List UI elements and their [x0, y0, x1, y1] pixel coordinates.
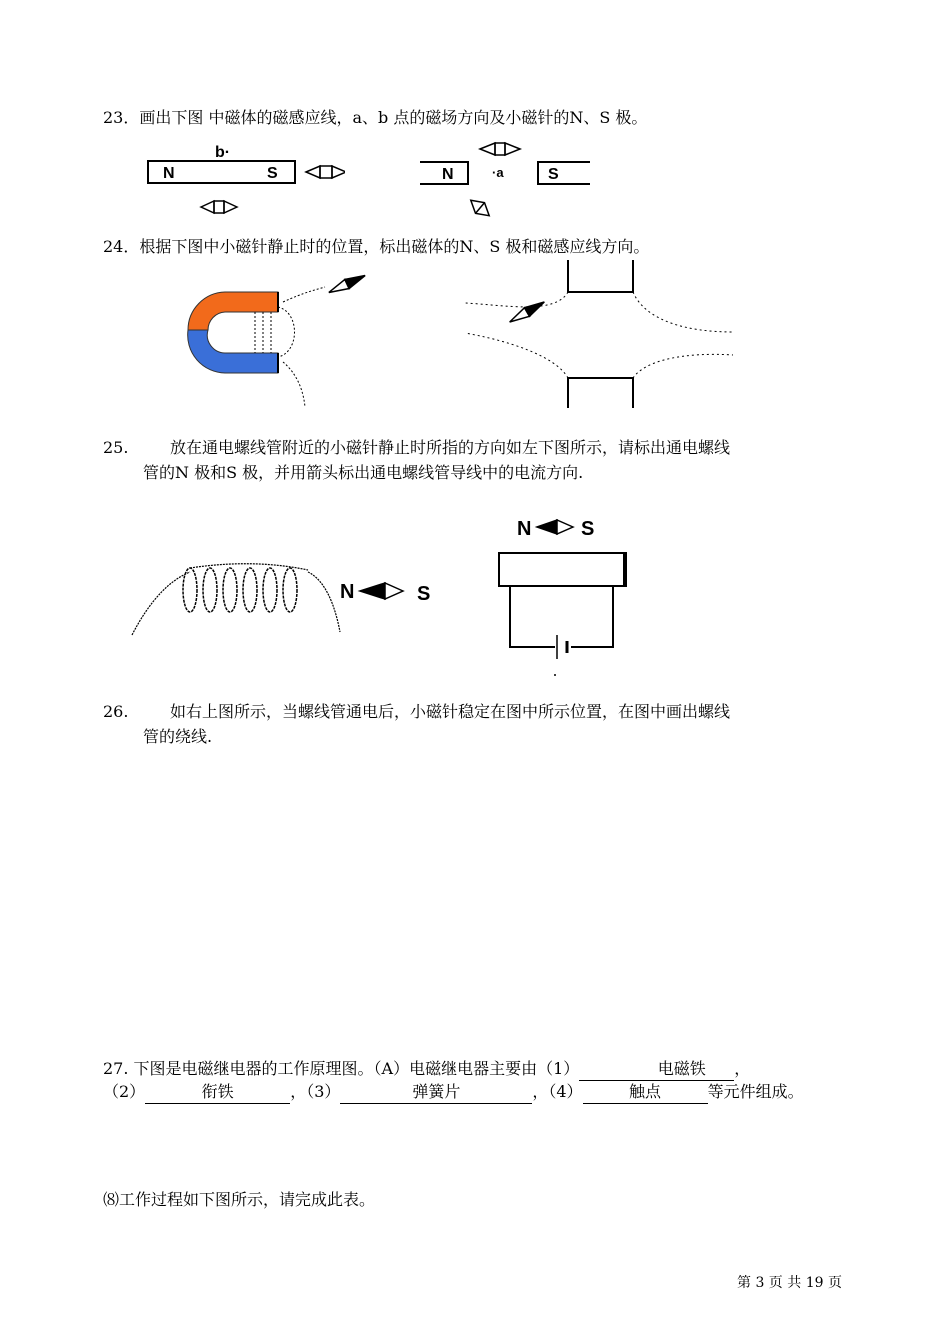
q25-solenoid-diagram: [130, 560, 440, 640]
needle-icon: [466, 195, 493, 221]
q25-figure-left: [130, 560, 440, 640]
q23-bar-magnet-diagram: [145, 140, 345, 220]
q27-answer1-blank[interactable]: [579, 1058, 734, 1081]
q27-answer4: 触点: [629, 1082, 662, 1101]
q26-line2: 管的绕线.: [143, 727, 213, 746]
q25-needle-s: S: [417, 583, 431, 605]
q27-part-b: ⑻工作过程如下图所示，请完成此表。: [103, 1190, 376, 1209]
q25-number: 25.: [103, 438, 129, 457]
q27-line2-suffix: 等元件组成。: [707, 1082, 804, 1101]
q27-answer3-blank[interactable]: [340, 1081, 532, 1104]
q26-line1: 如右上图所示，当螺线管通电后，小磁针稳定在图中所示位置，在图中画出螺线: [170, 702, 731, 721]
q26-number: 26.: [103, 702, 129, 721]
q27-answer4-blank[interactable]: [583, 1081, 708, 1104]
needle-icon: [360, 583, 403, 599]
q27-answer3: 弹簧片: [412, 1082, 461, 1101]
q25-line2: 管的N 极和S 极，并用箭头标出通电螺线管导线中的电流方向.: [143, 463, 584, 482]
q25-figure-right: [495, 505, 635, 685]
q27-line1-suffix: ，: [734, 1059, 751, 1078]
q24-two-magnets-diagram: [465, 260, 735, 410]
q24-figure-2: [465, 260, 735, 410]
q24-figure-1: [185, 272, 375, 412]
q23-label-n: N: [163, 165, 175, 182]
needle-icon: [537, 520, 573, 534]
q23-text: 23．画出下图 中磁体的磁感应线，a、b 点的磁场方向及小磁针的N、S 极。: [103, 108, 648, 127]
q23-fig2-label-s: S: [548, 166, 559, 183]
q25-right-needle-s: S: [581, 518, 595, 540]
q23-figure-2: [420, 138, 595, 223]
needle-icon: [480, 143, 520, 155]
needle-icon: [327, 272, 367, 297]
q27-part4-prefix: ，（4）: [532, 1082, 583, 1101]
q25-line1: 放在通电螺线管附近的小磁针静止时所指的方向如左下图所示，请标出通电螺线: [170, 438, 731, 457]
q23-label-b: b·: [215, 144, 231, 161]
q27-answer2-blank[interactable]: [145, 1081, 290, 1104]
q23-label-s: S: [267, 165, 278, 182]
needle-icon: [201, 201, 237, 213]
q23-fig2-label-n: N: [442, 166, 454, 183]
page-number: 第 3 页 共 19 页: [737, 1275, 842, 1291]
q24-horseshoe-magnet-diagram: [185, 272, 375, 412]
needle-icon: [507, 298, 547, 327]
q27-line1-prefix: 27. 下图是电磁继电器的工作原理图。（A）电磁继电器主要由（1）: [103, 1059, 580, 1078]
q24-text: 24．根据下图中小磁针静止时的位置，标出磁体的N、S 极和磁感应线方向。: [103, 237, 650, 256]
q25-solenoid-circuit-diagram: [495, 505, 635, 685]
q27-answer1: 电磁铁: [657, 1059, 706, 1078]
q27-line1: [103, 1058, 750, 1081]
q23-opposing-magnets-diagram: [420, 138, 595, 223]
q27-part3-prefix: ，（3）: [290, 1082, 341, 1101]
q23-figure-1: [145, 140, 345, 220]
needle-icon: [306, 166, 345, 178]
q27-answer2: 衔铁: [201, 1082, 234, 1101]
q23-label-a: ·a: [492, 165, 504, 180]
q25-right-needle-n: N: [517, 518, 532, 540]
q27-line2: [103, 1081, 804, 1104]
q25-needle-n: N: [340, 581, 355, 603]
q27-part2-prefix: （2）: [103, 1082, 146, 1101]
